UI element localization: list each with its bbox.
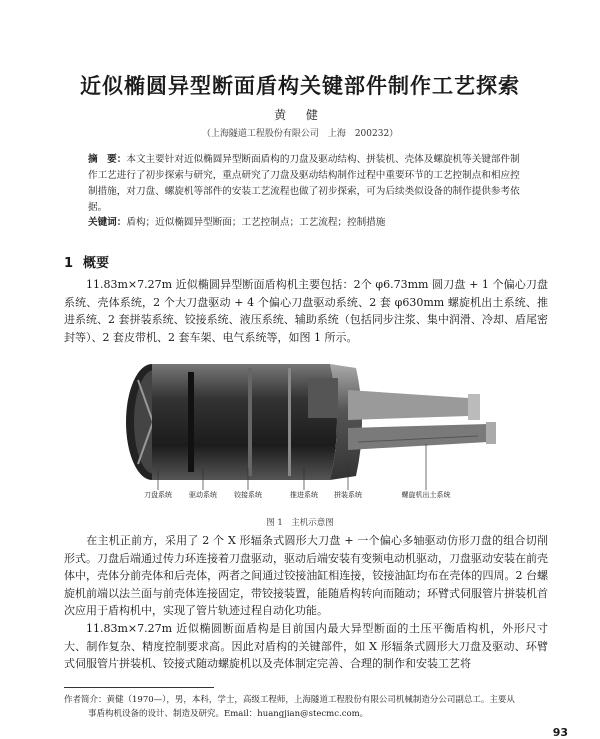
keywords <box>88 215 528 231</box>
body-paragraph-1: 11.83m×7.27m 近似椭圆异型断面盾构机主要包括：2个 φ6.73mm 圆刀盘 + 1 个偏心刀盘系统、壳体系统，2 个大刀盘驱动 + 4 个偏心刀盘驱动系统、2 套 φ630mm 螺旋机出土系统、推进系统、2 套拼装系统、铰接系统、液压系统、辅助系统（包括同步注浆、集中润滑、冷却、盾尾密封等）、2 套皮带机、2 套车架、电气系统等，如图 1 所示。 <box>64 278 548 344</box>
section-number: 1 <box>64 256 74 271</box>
footnote <box>64 694 548 721</box>
label-erector-system: 拼装系统 <box>334 491 362 498</box>
screw-conveyor-drawing <box>348 390 496 450</box>
footnote-divider <box>64 687 214 688</box>
section-title: 概要 <box>83 256 110 271</box>
figure-caption: 图 1 主机示意图 <box>266 518 334 528</box>
paper-title: 近似椭圆异型断面盾构关键部件制作工艺探索 <box>80 74 520 98</box>
page-number: 93 <box>552 726 568 739</box>
label-screw-conveyor-system: 螺旋机出土系统 <box>401 491 451 498</box>
abstract-label: 摘 要： <box>88 154 127 165</box>
tbm-main-machine-figure <box>108 350 508 498</box>
shield-body-drawing <box>152 364 362 480</box>
author-name: 黄 健 <box>274 108 326 122</box>
abstract-text: 本文主要针对近似椭圆异型断面盾构的刀盘及驱动结构、拼装机、壳体及螺旋机等关键部件制作工艺进行了初步探索与研究，重点研究了刀盘及驱动结构制作过程中重要环节的工艺控制点和相应控制措施，对刀盘、螺旋机等部件的安装工艺流程也做了初步探索，可为后续类似设备的制作提供参考依据。 <box>88 154 520 213</box>
author-affiliation: （上海隧道工程股份有限公司 上海 200232） <box>201 129 399 139</box>
label-articulation-system: 铰接系统 <box>234 491 262 498</box>
body-paragraph-2: 在主机正前方，采用了 2 个 X 形辐条式圆形大刀盘 + 一个偏心多轴驱动仿形刀盘的组合切削形式。刀盘后端通过传力环连接着刀盘驱动，驱动后端安装有变频电动机驱动，刀盘驱动安装在前壳体中，壳体分前壳体和后壳体，两者之间通过铰接油缸相连接，铰接油缸均布在壳体的四周。2 台螺旋机前端以法兰面与前壳体连接固定，带铰接装置，能随盾构转向而随动；环臂式伺服管片拼装机首次应用于盾构机中，实现了管片轨迹过程自动化功能。 <box>64 534 548 617</box>
section-heading <box>64 252 119 271</box>
keywords-label: 关键词： <box>88 217 127 228</box>
keywords-text: 盾构；近似椭圆异型断面；工艺控制点；工艺流程；控制措施 <box>126 217 386 228</box>
footnote-line-1: 作者简介：黄健（1970—），男，本科，学士，高级工程师，上海隧道工程股份有限公司机械制造分公司副总工。主要从 <box>64 695 515 705</box>
label-thrust-system: 推进系统 <box>290 491 318 498</box>
footnote-line-2: 事盾构机设备的设计、制造及研究。Email：huangjian@stecmc.com。 <box>88 708 369 719</box>
abstract <box>88 152 528 216</box>
label-drive-system: 驱动系统 <box>189 491 217 498</box>
label-cutterhead-system: 刀盘系统 <box>144 491 172 498</box>
body-paragraph-3: 11.83m×7.27m 近似椭圆断面盾构是目前国内最大异型断面的土压平衡盾构机，外形尺寸大、制作复杂、精度控制要求高。因此对盾构的关键部件，如 X 形辐条式圆形大刀盘及驱动、环臂式伺服管片拼装机、铰接式随动螺旋机以及壳体制定完善、合理的制作和安装工艺将 <box>64 622 548 670</box>
